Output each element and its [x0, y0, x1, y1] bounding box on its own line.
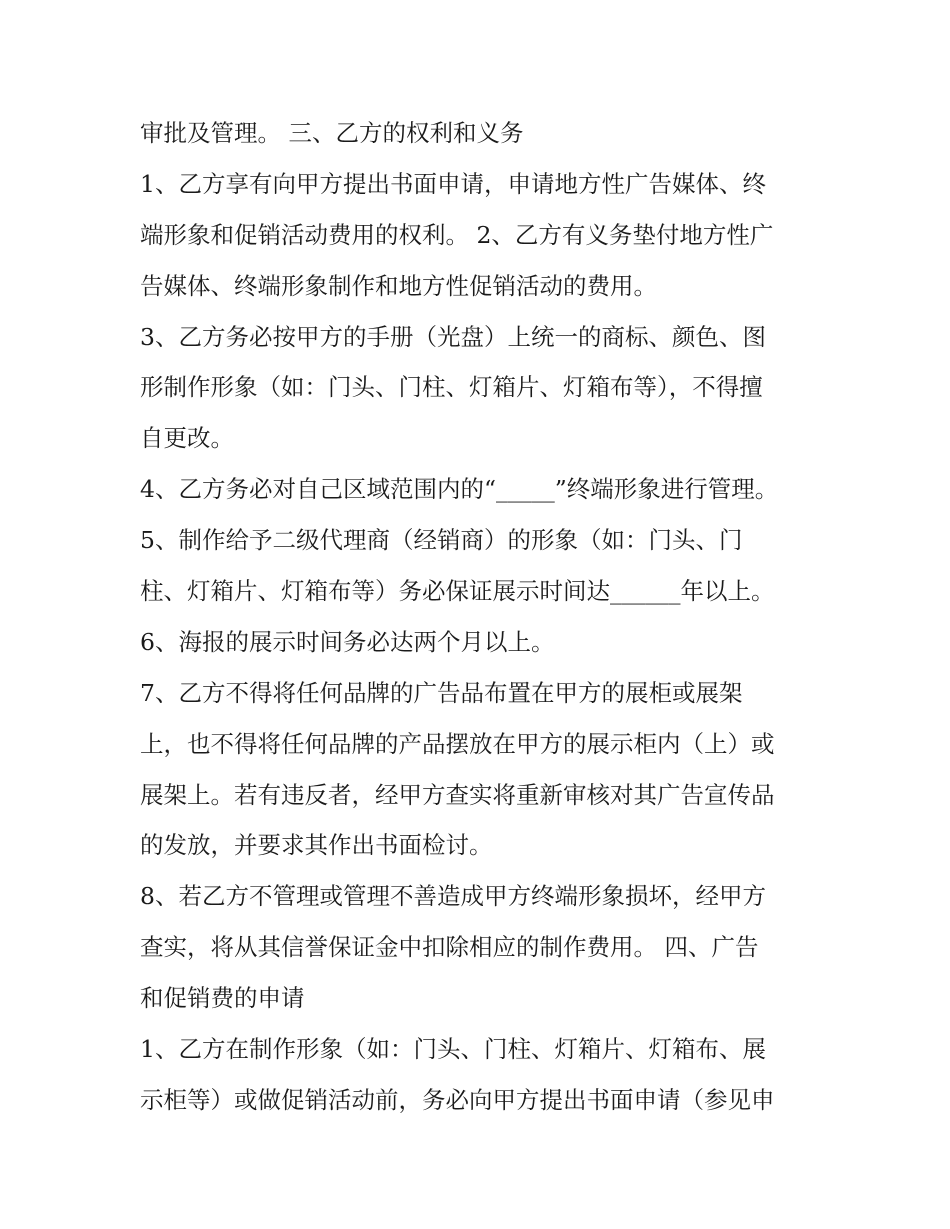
text-line: 告媒体、终端形象制作和地方性促销活动的费用。 — [140, 271, 657, 300]
text-line: 端形象和促销活动费用的权利。 2、乙方有义务垫付地方性广 — [140, 220, 774, 249]
text-line: 审批及管理。 三、乙方的权利和义务 — [140, 119, 524, 147]
text-line: 1、乙方享有向甲方提出书面申请，申请地方性广告媒体、终 — [140, 169, 766, 198]
text-line: 示柜等）或做促销活动前，务必向甲方提出书面申请（参见申 — [140, 1085, 775, 1114]
text-line: 3、乙方务必按甲方的手册（光盘）上统一的商标、颜色、图 — [140, 322, 766, 351]
text-line: 柱、灯箱片、灯箱布等）务必保证展示时间达______年以上。 — [140, 577, 775, 606]
text-line: 查实，将从其信誉保证金中扣除相应的制作费用。 四、广告 — [140, 933, 759, 962]
text-line: 的发放，并要求其作出书面检讨。 — [140, 831, 493, 860]
text-line: 5、制作给予二级代理商（经销商）的形象（如：门头、门 — [140, 526, 743, 555]
text-line: 7、乙方不得将任何品牌的广告品布置在甲方的展柜或展架 — [140, 678, 743, 707]
text-line: 上，也不得将任何品牌的产品摆放在甲方的展示柜内（上）或 — [140, 729, 775, 758]
text-line: 6、海报的展示时间务必达两个月以上。 — [140, 627, 555, 656]
text-line: 展架上。若有违反者，经甲方查实将重新审核对其广告宣传品 — [140, 780, 775, 809]
text-line: 形制作形象（如：门头、门柱、灯箱片、灯箱布等），不得擅 — [140, 373, 763, 402]
text-line: 和促销费的申请 — [140, 984, 305, 1013]
text-line: 4、乙方务必对自己区域范围内的“_____”终端形象进行管理。 — [140, 475, 779, 504]
text-line: 1、乙方在制作形象（如：门头、门柱、灯箱片、灯箱布、展 — [140, 1035, 766, 1064]
document-body — [140, 108, 840, 1126]
text-line: 8、若乙方不管理或管理不善造成甲方终端形象损坏，经甲方 — [140, 882, 766, 911]
text-line: 自更改。 — [140, 424, 234, 453]
